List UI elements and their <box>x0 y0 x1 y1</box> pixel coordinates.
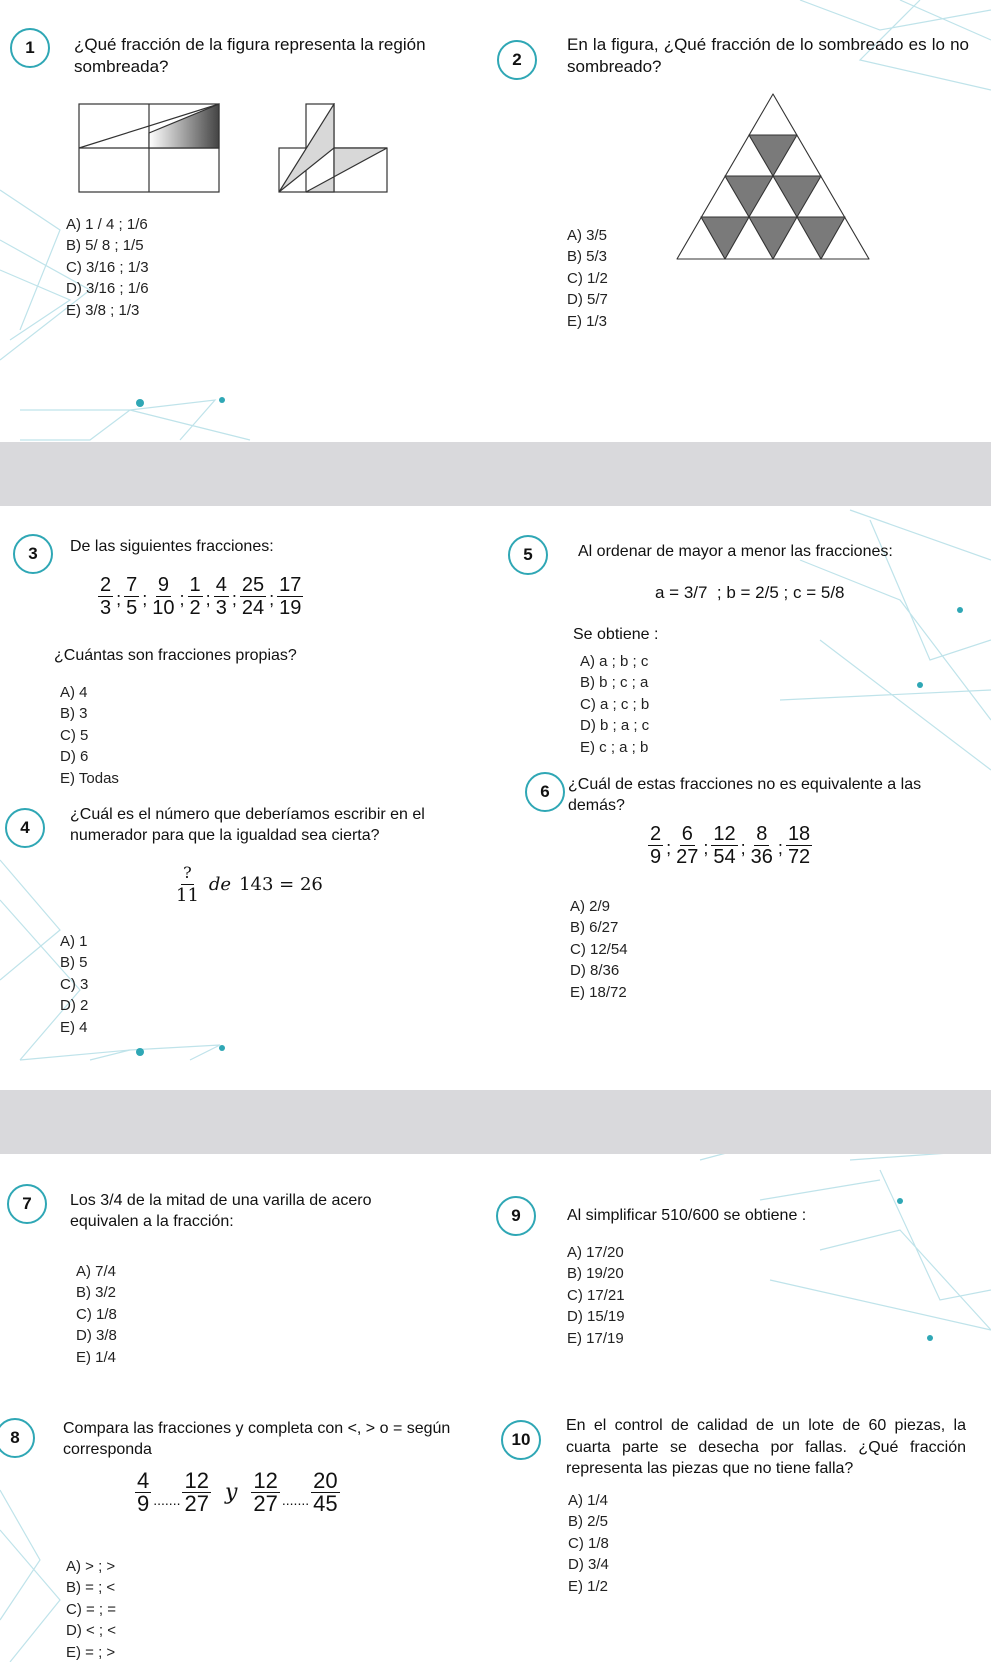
fraction: $\frac{12}{27}$ <box>253 1468 278 1516</box>
option[interactable]: A) 2/9 <box>570 898 611 915</box>
fraction: $\frac{8}{36}$ <box>750 823 773 868</box>
question-10-text: En el control de calidad de un lote de 60 piezas, la cuarta parte se desecha por fallas. ¿Qué fracción representa las piezas que no tiene falla? <box>566 1417 966 1477</box>
option[interactable]: A) 7/4 <box>76 1263 117 1280</box>
question-5-text: Al ordenar de mayor a menor las fracciones: <box>578 543 893 560</box>
fraction: $\frac{7}{5}$ <box>126 574 138 619</box>
option[interactable]: C) a ; c ; b <box>580 695 650 713</box>
question-7-options <box>76 1261 117 1368</box>
question-number-badge: 6 <box>525 772 565 812</box>
question-2-triangle-figure <box>676 93 870 260</box>
fraction: $\frac{17}{19}$ <box>279 574 302 619</box>
option[interactable]: A) 3/5 <box>567 227 608 244</box>
option[interactable]: A) > ; > <box>66 1558 116 1575</box>
fraction: $\frac{?}{11}$ <box>176 863 199 906</box>
question-5-result-label: Se obtiene : <box>573 626 659 643</box>
blank-dots: ....... <box>153 1491 181 1508</box>
option[interactable]: E) 4 <box>60 1018 88 1036</box>
option[interactable]: A) 4 <box>60 684 88 701</box>
fraction: $\frac{12}{27}$ <box>184 1468 209 1516</box>
option[interactable]: C) 1/8 <box>568 1534 609 1552</box>
option[interactable]: E) 17/19 <box>567 1329 624 1347</box>
option[interactable]: E) 18/72 <box>570 983 627 1001</box>
option[interactable]: E) 3/8 ; 1/3 <box>66 301 140 319</box>
question-7-text: Los 3/4 de la mitad de una varilla de acero equivalen a la fracción: <box>70 1192 372 1230</box>
question-1-figure <box>78 103 388 195</box>
fraction: $\frac{12}{54}$ <box>713 823 736 868</box>
section-divider <box>0 442 991 506</box>
question-8-text: Compara las fracciones y completa con <, > o = según corresponda <box>63 1420 451 1458</box>
question-4-text: ¿Cuál es el número que deberíamos escribir en el numerador para que la igualdad sea cierta? <box>70 806 425 844</box>
question-6-fraction-list: $\frac{2}{9}$ ; $\frac{6}{27}$ ; $\frac{12}{54}$ ; $\frac{8}{36}$ ; $\frac{18}{72}$ <box>650 823 811 868</box>
fraction: $\frac{18}{72}$ <box>787 823 811 868</box>
question-number-badge: 1 <box>10 28 50 68</box>
question-8-comparison: $\frac{4}{9}$ ....... $\frac{12}{27}$ y $\frac{12}{27}$ ....... $\frac{20}{45}$ <box>137 1468 338 1516</box>
option[interactable]: A) a ; b ; c <box>580 653 649 670</box>
section-divider <box>0 1090 991 1154</box>
option[interactable]: D) 3/16 ; 1/6 <box>66 280 149 298</box>
option[interactable]: D) < ; < <box>66 1622 117 1640</box>
option[interactable]: E) 1/3 <box>567 312 608 330</box>
question-number-badge: 8 <box>0 1418 35 1458</box>
question-5-options <box>580 651 649 758</box>
option[interactable]: D) 8/36 <box>570 962 620 980</box>
fraction: $\frac{4}{3}$ <box>215 574 227 619</box>
option[interactable]: B) 2/5 <box>568 1513 609 1531</box>
fraction: $\frac{6}{27}$ <box>676 823 699 868</box>
option[interactable]: D) 6 <box>60 748 89 766</box>
question-number-badge: 2 <box>497 40 537 80</box>
question-number-badge: 7 <box>7 1184 47 1224</box>
option[interactable]: D) 5/7 <box>567 291 608 309</box>
option[interactable]: C) 3/16 ; 1/3 <box>66 258 149 276</box>
option[interactable]: B) = ; < <box>66 1579 116 1597</box>
option[interactable]: A) 1 / 4 ; 1/6 <box>66 216 148 233</box>
question-9-text: Al simplificar 510/600 se obtiene : <box>567 1207 807 1224</box>
question-number-badge: 3 <box>13 534 53 574</box>
question-number-badge: 5 <box>508 535 548 575</box>
question-3-prompt: ¿Cuántas son fracciones propias? <box>54 647 297 664</box>
option[interactable]: C) 5 <box>60 726 89 744</box>
question-4-equation: $\frac{?}{11}$ de 143 = 26 <box>176 863 323 906</box>
option[interactable]: C) = ; = <box>66 1600 117 1618</box>
option[interactable]: E) 1/2 <box>568 1577 609 1595</box>
option[interactable]: C) 1/2 <box>567 269 608 287</box>
blank-dots: ....... <box>281 1491 310 1508</box>
option[interactable]: B) 5/ 8 ; 1/5 <box>66 237 144 255</box>
question-4-options <box>60 931 88 1038</box>
option[interactable]: E) c ; a ; b <box>580 738 649 756</box>
option[interactable]: C) 3 <box>60 975 89 993</box>
option[interactable]: E) Todas <box>60 769 119 787</box>
question-2-text: En la figura, ¿Qué fracción de lo sombreado es lo no sombreado? <box>567 35 969 76</box>
fraction: $\frac{2}{3}$ <box>100 574 112 619</box>
option[interactable]: B) 3/2 <box>76 1284 117 1302</box>
question-6-options <box>570 896 628 1003</box>
question-10-options <box>568 1490 609 1597</box>
option[interactable]: D) 3/8 <box>76 1327 117 1345</box>
option[interactable]: C) 12/54 <box>570 940 628 958</box>
option[interactable]: B) 5 <box>60 954 88 972</box>
option[interactable]: E) = ; > <box>66 1643 116 1661</box>
question-6-text: ¿Cuál de estas fracciones no es equivalente a las demás? <box>568 776 922 814</box>
question-number-badge: 4 <box>5 808 45 848</box>
question-8-options <box>66 1556 116 1663</box>
fraction: $\frac{9}{10}$ <box>152 574 175 619</box>
option[interactable]: B) 3 <box>60 705 88 723</box>
question-1-text: ¿Qué fracción de la figura representa la región sombreada? <box>74 35 426 76</box>
question-5-values: a = 3/7 ; b = 2/5 ; c = 5/8 <box>655 583 845 602</box>
option[interactable]: A) 1 <box>60 933 88 950</box>
option[interactable]: C) 1/8 <box>76 1305 117 1323</box>
fraction: $\frac{1}{2}$ <box>189 574 201 619</box>
fraction: $\frac{20}{45}$ <box>313 1468 338 1516</box>
question-9-options <box>567 1242 625 1349</box>
option[interactable]: B) 19/20 <box>567 1265 624 1283</box>
option[interactable]: E) 1/4 <box>76 1348 117 1366</box>
option[interactable]: D) b ; a ; c <box>580 717 650 735</box>
option[interactable]: A) 1/4 <box>568 1492 609 1509</box>
option[interactable]: C) 17/21 <box>567 1286 625 1304</box>
option[interactable]: A) 17/20 <box>567 1244 624 1261</box>
option[interactable]: B) b ; c ; a <box>580 674 649 692</box>
option[interactable]: D) 15/19 <box>567 1308 625 1326</box>
question-1-options <box>66 214 149 321</box>
question-2-options <box>567 225 608 332</box>
option[interactable]: B) 5/3 <box>567 248 608 266</box>
question-number-badge: 9 <box>496 1196 536 1236</box>
option[interactable]: D) 2 <box>60 997 89 1015</box>
option[interactable]: B) 6/27 <box>570 919 619 937</box>
fraction: $\frac{2}{9}$ <box>650 823 662 868</box>
question-3-options <box>60 682 119 789</box>
question-3-text: De las siguientes fracciones: <box>70 538 274 555</box>
question-number-badge: 10 <box>501 1420 541 1460</box>
option[interactable]: D) 3/4 <box>568 1556 609 1574</box>
fraction: $\frac{4}{9}$ <box>137 1468 150 1516</box>
question-3-fraction-list: $\frac{2}{3}$ ; $\frac{7}{5}$ ; $\frac{9}{10}$ ; $\frac{1}{2}$ ; $\frac{4}{3}$ ; $\frac{25}{24}$ ; $\frac{17}{19}$ <box>100 574 302 619</box>
fraction: $\frac{25}{24}$ <box>241 574 265 619</box>
